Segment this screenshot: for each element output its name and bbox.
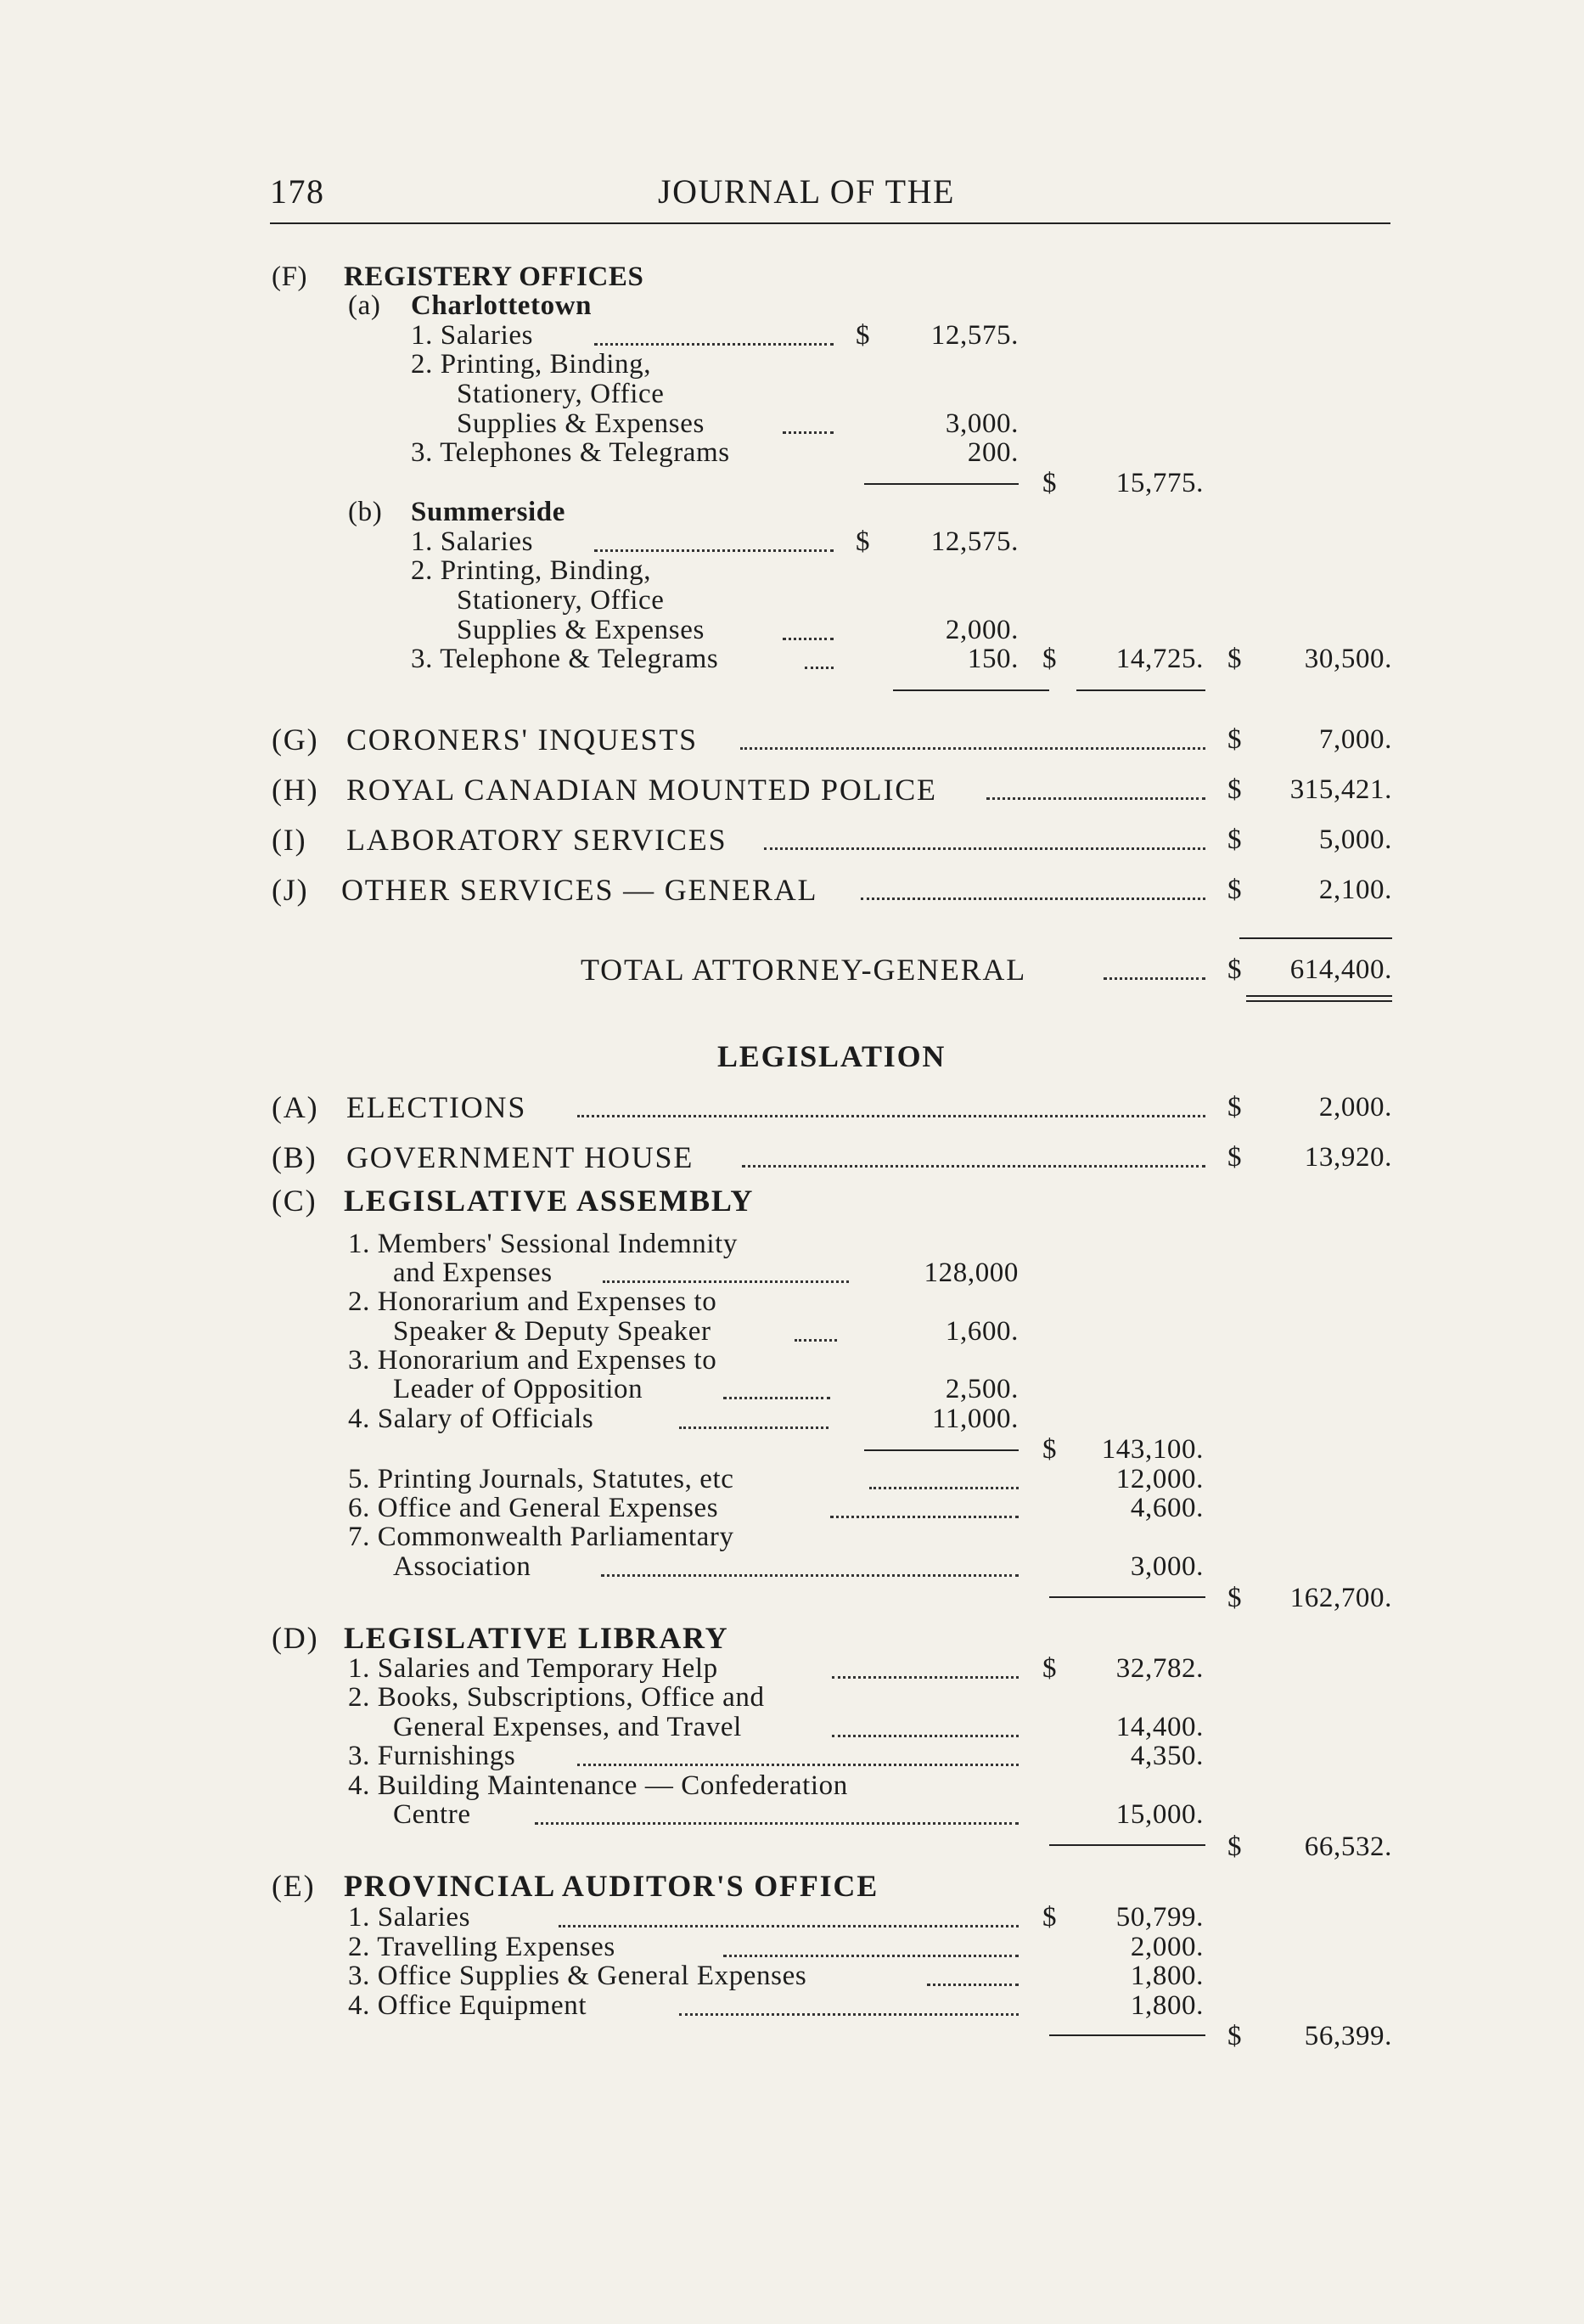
page-title: JOURNAL OF THE <box>658 172 955 211</box>
section-label-a: (A) <box>272 1090 319 1124</box>
amount: 2,100. <box>1318 875 1392 905</box>
amount: 1,600. <box>945 1316 1019 1347</box>
subtotal-rule <box>864 1449 1019 1451</box>
charlottetown-title: Charlottetown <box>411 290 593 321</box>
amount: 3,000. <box>1130 1551 1204 1582</box>
leader-dots <box>679 2013 1019 2016</box>
subtotal-rule <box>1049 1596 1205 1598</box>
amount: 2,000. <box>945 615 1019 645</box>
amount: 315,421. <box>1289 774 1392 805</box>
leader-dots <box>832 1735 1019 1737</box>
line-item: 2. Books, Subscriptions, Office and <box>348 1682 765 1713</box>
section-label-e: (E) <box>272 1869 316 1903</box>
leader-dots <box>783 431 834 434</box>
leader-dots <box>830 1516 1019 1518</box>
section-label-f: (F) <box>272 262 308 292</box>
line-item: 3. Furnishings <box>348 1741 516 1771</box>
line-item: 2. Printing, Binding, <box>411 555 652 586</box>
amount: 12,000. <box>1115 1464 1204 1494</box>
currency: $ <box>1227 1583 1243 1613</box>
legislative-library-title: LEGISLATIVE LIBRARY <box>344 1621 729 1655</box>
line-item: 1. Salaries and Temporary Help <box>348 1653 718 1684</box>
amount: 1,800. <box>1130 1961 1204 1991</box>
line-item: Supplies & Expenses <box>457 408 705 439</box>
currency: $ <box>856 526 871 557</box>
line-item: 2. Honorarium and Expenses to <box>348 1286 717 1317</box>
other-services: OTHER SERVICES — GENERAL <box>341 873 818 907</box>
currency: $ <box>1042 1653 1058 1684</box>
leader-dots <box>869 1487 1019 1489</box>
currency: $ <box>1227 1092 1243 1123</box>
currency: $ <box>1042 1434 1058 1465</box>
auditor-total: 56,399. <box>1304 2021 1392 2051</box>
government-house: GOVERNMENT HOUSE <box>346 1140 694 1174</box>
auditor-office-title: PROVINCIAL AUDITOR'S OFFICE <box>344 1869 879 1903</box>
leader-dots <box>927 1984 1019 1986</box>
amount: 14,400. <box>1115 1712 1204 1742</box>
coroners-inquests: CORONERS' INQUESTS <box>346 723 698 757</box>
laboratory-services: LABORATORY SERVICES <box>346 823 727 857</box>
library-total: 66,532. <box>1304 1832 1392 1862</box>
line-item: Supplies & Expenses <box>457 615 705 645</box>
section-label-c: (C) <box>272 1184 317 1218</box>
line-item: Stationery, Office <box>457 585 665 616</box>
subtotal-rule <box>1049 2034 1205 2036</box>
leader-dots <box>577 1764 1019 1766</box>
header-rule <box>270 222 1390 224</box>
amount: 12,575. <box>930 320 1019 351</box>
currency: $ <box>1227 774 1243 805</box>
amount: 12,575. <box>930 526 1019 557</box>
line-item: Association <box>393 1551 531 1582</box>
currency: $ <box>1042 1902 1058 1933</box>
section-label-g: (G) <box>272 723 319 757</box>
currency: $ <box>1227 1142 1243 1173</box>
rcmp: ROYAL CANADIAN MOUNTED POLICE <box>346 773 937 807</box>
total-attorney-general-label: TOTAL ATTORNEY-GENERAL <box>581 953 1027 987</box>
sub-label-b: (b) <box>348 497 383 527</box>
leader-dots <box>986 797 1205 800</box>
leader-dots <box>723 1955 1019 1957</box>
amount: 200. <box>967 437 1019 468</box>
section-label-i: (I) <box>272 823 307 857</box>
leader-dots <box>861 898 1205 900</box>
amount: 1,800. <box>1130 1990 1204 2021</box>
currency: $ <box>1227 824 1243 855</box>
section-label-b: (B) <box>272 1140 317 1174</box>
registry-total: 30,500. <box>1304 644 1392 674</box>
subtotal-amount: 15,775. <box>1115 468 1204 498</box>
line-item: 3. Honorarium and Expenses to <box>348 1345 717 1376</box>
total-rule <box>1076 689 1205 691</box>
line-item: Stationery, Office <box>457 379 665 409</box>
line-item: 1. Salaries <box>411 526 534 557</box>
legislation-heading: LEGISLATION <box>717 1039 946 1073</box>
leader-dots <box>723 1397 830 1399</box>
leader-dots <box>594 549 834 552</box>
currency: $ <box>856 320 871 351</box>
total-rule <box>893 689 1049 691</box>
leader-dots <box>832 1676 1019 1679</box>
section-label-h: (H) <box>272 773 319 807</box>
leader-dots <box>764 847 1205 850</box>
line-item: 1. Members' Sessional Indemnity <box>348 1229 738 1259</box>
summerside-title: Summerside <box>411 497 565 527</box>
subtotal-rule <box>864 483 1019 485</box>
currency: $ <box>1227 724 1243 755</box>
double-rule <box>1246 995 1392 997</box>
section-label-j: (J) <box>272 873 309 907</box>
amount: 5,000. <box>1318 824 1392 855</box>
currency: $ <box>1227 1832 1243 1862</box>
leader-dots <box>601 1574 1019 1577</box>
leader-dots <box>535 1822 1019 1825</box>
total-attorney-general-amount: 614,400. <box>1289 954 1392 985</box>
amount: 4,350. <box>1130 1741 1204 1771</box>
leader-dots <box>603 1280 849 1283</box>
line-item: Speaker & Deputy Speaker <box>393 1316 711 1347</box>
page-number: 178 <box>270 172 325 211</box>
currency: $ <box>1227 2021 1243 2051</box>
line-item: 1. Salaries <box>411 320 534 351</box>
line-item: 3. Telephones & Telegrams <box>411 437 730 468</box>
double-rule <box>1246 1000 1392 1002</box>
amount: 2,500. <box>945 1374 1019 1404</box>
leader-dots <box>740 747 1205 750</box>
line-item: General Expenses, and Travel <box>393 1712 742 1742</box>
section-label-d: (D) <box>272 1621 319 1655</box>
elections: ELECTIONS <box>346 1090 527 1124</box>
leader-dots <box>783 638 834 640</box>
amount: 128,000 <box>924 1258 1019 1288</box>
total-rule <box>1239 937 1392 939</box>
line-item: 5. Printing Journals, Statutes, etc <box>348 1464 734 1494</box>
amount: 150. <box>967 644 1019 674</box>
leader-dots <box>805 667 834 669</box>
leader-dots <box>594 343 834 346</box>
amount: 32,782. <box>1115 1653 1204 1684</box>
leader-dots <box>679 1426 829 1429</box>
assembly-total: 162,700. <box>1289 1583 1392 1613</box>
sub-label-a: (a) <box>348 290 381 321</box>
line-item: 4. Salary of Officials <box>348 1404 594 1434</box>
currency: $ <box>1042 468 1058 498</box>
legislative-assembly-title: LEGISLATIVE ASSEMBLY <box>344 1184 755 1218</box>
currency: $ <box>1227 644 1243 674</box>
amount: 13,920. <box>1304 1142 1392 1173</box>
line-item: 1. Salaries <box>348 1902 471 1933</box>
amount: 2,000. <box>1130 1932 1204 1962</box>
amount: 3,000. <box>945 408 1019 439</box>
line-item: 2. Printing, Binding, <box>411 349 652 380</box>
leader-dots <box>1104 977 1205 980</box>
amount: 2,000. <box>1318 1092 1392 1123</box>
amount: 4,600. <box>1130 1493 1204 1523</box>
line-item: 6. Office and General Expenses <box>348 1493 719 1523</box>
line-item: 4. Building Maintenance — Confederation <box>348 1770 848 1801</box>
leader-dots <box>742 1165 1205 1168</box>
line-item: 2. Travelling Expenses <box>348 1932 615 1962</box>
line-item: 7. Commonwealth Parliamentary <box>348 1522 734 1552</box>
line-item: Leader of Opposition <box>393 1374 643 1404</box>
subtotal-rule <box>1049 1844 1205 1846</box>
registry-title: REGISTERY OFFICES <box>344 262 644 292</box>
leader-dots <box>577 1115 1205 1117</box>
leader-dots <box>559 1925 1019 1927</box>
currency: $ <box>1227 875 1243 905</box>
line-item: 4. Office Equipment <box>348 1990 587 2021</box>
line-item: and Expenses <box>393 1258 553 1288</box>
amount: 11,000. <box>932 1404 1019 1434</box>
currency: $ <box>1227 954 1243 985</box>
amount: 15,000. <box>1115 1799 1204 1830</box>
currency: $ <box>1042 644 1058 674</box>
subtotal-amount: 14,725. <box>1115 644 1204 674</box>
subtotal-amount: 143,100. <box>1101 1434 1204 1465</box>
leader-dots <box>795 1339 837 1342</box>
amount: 50,799. <box>1115 1902 1204 1933</box>
line-item: 3. Telephone & Telegrams <box>411 644 719 674</box>
line-item: 3. Office Supplies & General Expenses <box>348 1961 807 1991</box>
amount: 7,000. <box>1318 724 1392 755</box>
line-item: Centre <box>393 1799 471 1830</box>
